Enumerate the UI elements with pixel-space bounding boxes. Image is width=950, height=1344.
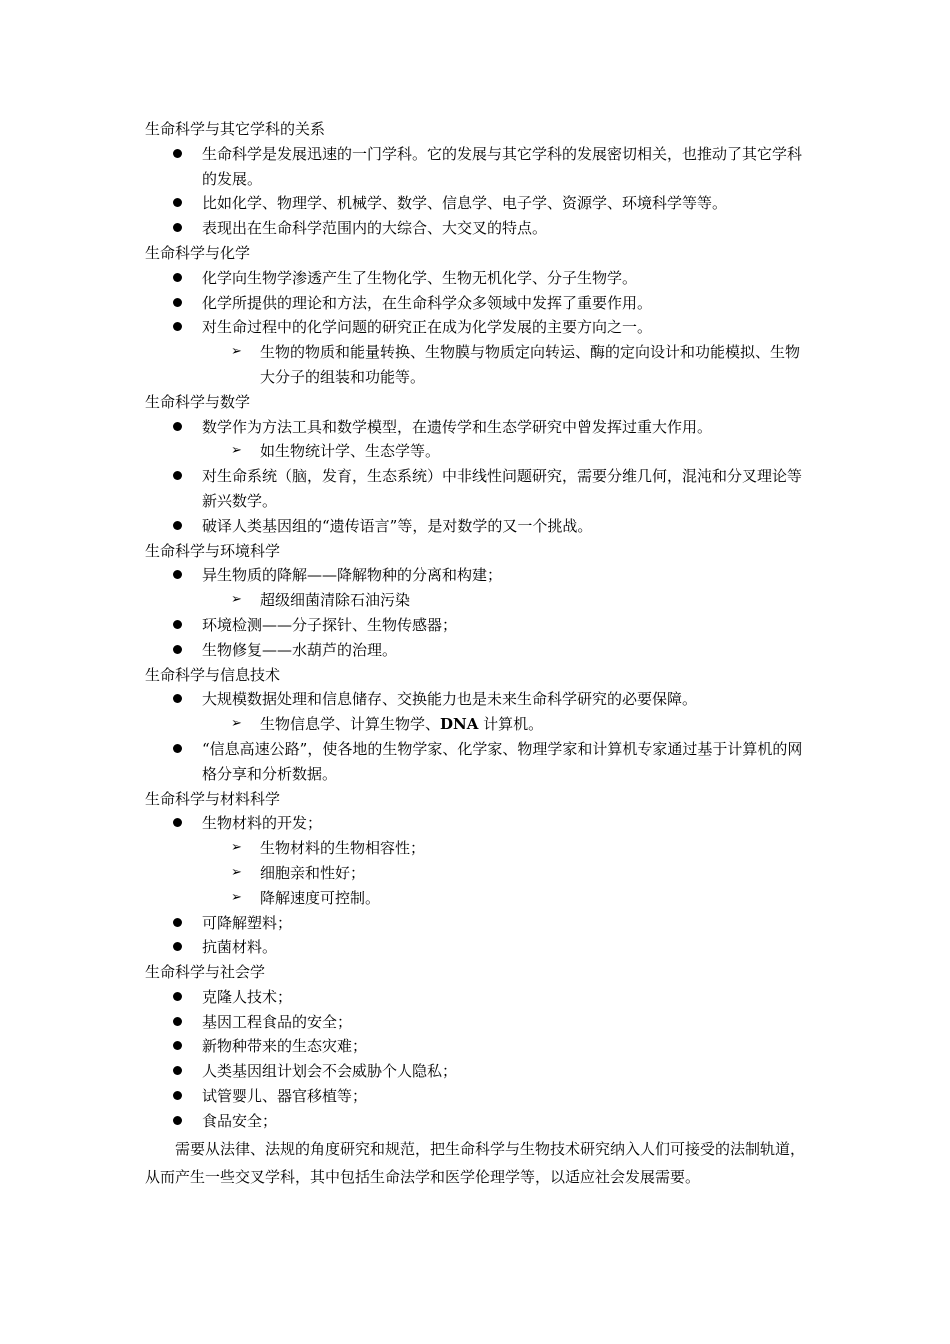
item-text: 生命科学是发展迅速的一门学科。它的发展与其它学科的发展密切相关，也推动了其它学科的发展。 [202,144,803,188]
bullet-item [145,911,810,936]
bullet-item [145,1034,810,1059]
item-text: 生物信息学、计算生物学、DNA 计算机。 [260,715,544,734]
item-text: 生物材料的开发； [202,814,323,833]
bullet-item [145,563,810,588]
arrow-bullet-icon: ➢ [231,344,242,360]
bullet-dot-icon [173,985,193,1010]
dot-glyph [173,322,182,331]
bullet-dot-icon [173,613,193,638]
sub-bullet-item [145,588,810,613]
dot-glyph [173,992,182,1001]
bullet-item [145,985,810,1010]
bullet-item [145,1059,810,1084]
item-text: 破译人类基因组的“遗传语言”等，是对数学的又一个挑战。 [202,516,593,535]
dot-glyph [173,1091,182,1100]
section-heading: 生命科学与其它学科的关系 [145,120,326,138]
dot-glyph [173,818,182,827]
bullet-dot-icon [173,935,193,960]
section-heading: 生命科学与材料科学 [145,789,281,808]
arrow-bullet-icon: ➢ [231,592,242,608]
bullet-item [145,613,810,638]
dot-glyph [173,1041,182,1050]
closing-paragraph: 需要从法律、法规的角度研究和规范，把生命科学与生物技术研究纳入人们可接受的法制轨道，从而产生一些交叉学科，其中包括生命法学和医学伦理学等，以适应社会发展需要。 [145,1139,806,1186]
dot-glyph [173,149,182,158]
bullet-item [145,935,810,960]
item-text: 表现出在生命科学范围内的大综合、大交叉的特点。 [202,219,548,238]
sub-bullet-item [145,712,810,737]
item-text: 基因工程食品的安全； [202,1012,353,1031]
bullet-item [145,687,810,712]
item-text: 降解速度可控制。 [260,888,381,907]
sub-bullet-item [145,836,810,861]
sub-bullet-item [145,886,810,911]
dot-glyph [173,198,182,207]
dot-glyph [173,570,182,579]
item-text: 比如化学、物理学、机械学、数学、信息学、电子学、资源学、环境科学等等。 [202,194,728,213]
bullet-dot-icon [173,291,193,316]
bullet-dot-icon [173,563,193,588]
bullet-dot-icon [173,266,193,291]
dot-glyph [173,645,182,654]
section-heading: 生命科学与数学 [145,392,251,411]
item-text: 细胞亲和性好； [260,863,366,882]
bullet-item [145,142,810,192]
bullet-dot-icon [173,1034,193,1059]
item-text: 生物材料的生物相容性； [260,839,426,858]
bullet-item [145,1084,810,1109]
bullet-dot-icon [173,687,193,712]
bullet-item [145,811,810,836]
bullet-dot-icon [173,911,193,936]
bullet-dot-icon [173,811,193,836]
sub-bullet-item [145,439,810,464]
bullet-item [145,266,810,291]
dot-glyph [173,1066,182,1075]
dot-glyph [173,521,182,530]
bullet-item [145,638,810,663]
item-text: 化学所提供的理论和方法，在生命科学众多领域中发挥了重要作用。 [202,293,653,312]
bullet-item [145,291,810,316]
bullet-dot-icon [173,514,193,539]
dot-glyph [173,273,182,282]
bullet-dot-icon [173,415,193,440]
bullet-dot-icon [173,464,193,489]
dna-bold-text: DNA [440,715,479,734]
bullet-item [145,315,810,340]
arrow-bullet-icon: ➢ [231,889,242,905]
bullet-dot-icon [173,142,193,167]
item-text: 新物种带来的生态灾难； [202,1037,368,1056]
arrow-bullet-icon: ➢ [231,716,242,732]
item-text: 异生物质的降解——降解物种的分离和构建； [202,566,503,585]
item-text: 超级细菌清除石油污染 [260,591,411,610]
item-text: 大规模数据处理和信息储存、交换能力也是未来生命科学研究的必要保障。 [202,690,698,709]
bullet-item [145,191,810,216]
dot-glyph [173,298,182,307]
item-text: 对生命系统（脑，发育，生态系统）中非线性问题研究，需要分维几何，混沌和分叉理论等新兴数学。 [202,467,803,510]
item-text: 生物修复——水葫芦的治理。 [202,640,398,659]
sub-bullet-item [145,861,810,886]
section-heading: 生命科学与社会学 [145,963,266,982]
bullet-item [145,514,810,539]
item-text: 试管婴儿、器官移植等； [202,1087,368,1106]
dot-glyph [173,422,182,431]
dot-glyph [173,223,182,232]
bullet-dot-icon [173,737,193,762]
bullet-dot-icon [173,315,193,340]
dot-glyph [173,620,182,629]
item-text: 食品安全； [202,1111,278,1130]
bullet-dot-icon [173,1109,193,1134]
dot-glyph [173,1017,182,1026]
item-text: 如生物统计学、生态学等。 [260,442,441,461]
section-heading: 生命科学与化学 [145,243,251,262]
bullet-dot-icon [173,216,193,241]
bullet-dot-icon [173,1059,193,1084]
bullet-item [145,415,810,440]
document-body [145,117,810,1191]
bullet-item [145,1109,810,1134]
bullet-item [145,1010,810,1035]
item-text: 抗菌材料。 [202,938,278,957]
item-text: “信息高速公路”，使各地的生物学家、化学家、物理学家和计算机专家通过基于计算机的网格分享和分析数据。 [202,739,803,783]
dot-glyph [173,918,182,927]
section-heading: 生命科学与环境科学 [145,541,281,560]
bullet-dot-icon [173,638,193,663]
bullet-item [145,464,810,514]
item-text: 环境检测——分子探针、生物传感器； [202,615,458,634]
dot-glyph [173,942,182,951]
sub-bullet-item [145,340,810,390]
section-heading: 生命科学与信息技术 [145,665,281,684]
dot-glyph [173,1116,182,1125]
item-text: 可降解塑料； [202,913,293,932]
arrow-bullet-icon: ➢ [231,840,242,856]
item-text: 数学作为方法工具和数学模型，在遗传学和生态学研究中曾发挥过重大作用。 [202,417,713,436]
item-text: 克隆人技术； [202,987,293,1006]
item-text: 生物的物质和能量转换、生物膜与物质定向转运、酶的定向设计和功能模拟、生物大分子的组装和功能等。 [260,343,801,386]
item-text: 化学向生物学渗透产生了生物化学、生物无机化学、分子生物学。 [202,268,638,287]
arrow-bullet-icon: ➢ [231,864,242,880]
item-text: 人类基因组计划会不会威胁个人隐私； [202,1062,458,1081]
bullet-dot-icon [173,1010,193,1035]
item-text: 对生命过程中的化学问题的研究正在成为化学发展的主要方向之一。 [202,318,653,337]
bullet-item [145,216,810,241]
dot-glyph [173,744,182,753]
bullet-dot-icon [173,191,193,216]
arrow-bullet-icon: ➢ [231,443,242,459]
dot-glyph [173,694,182,703]
bullet-item [145,737,810,787]
dot-glyph [173,471,182,480]
bullet-dot-icon [173,1084,193,1109]
